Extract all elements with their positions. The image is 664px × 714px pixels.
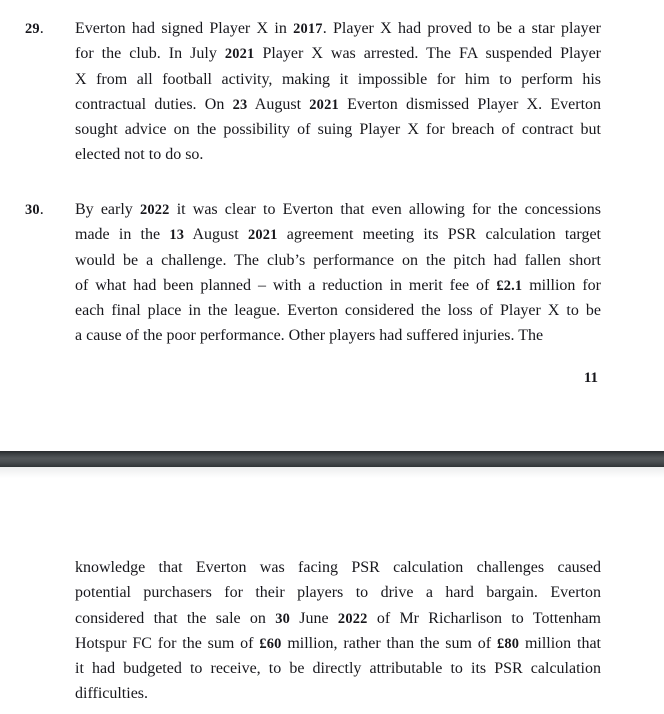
text-line: for the club. In July 2021 Player X was arrested. The FA suspended Player <box>75 45 601 63</box>
numeral: 2022 <box>337 610 368 627</box>
text-line: each final place in the league. Everton considered the loss of Player X to be <box>75 302 601 320</box>
paragraph-number: 29. <box>25 20 44 37</box>
text-line: By early 2022 it was clear to Everton that even allowing for the concessions <box>75 201 601 218</box>
numeral: 30 <box>275 610 290 627</box>
text-line: considered that the sale on 30 June 2022 of Mr Richarlison to Tottenham <box>75 609 601 627</box>
text-line: elected not to do so. <box>75 146 204 164</box>
text-line: contractual duties. On 23 August 2021 Everton dismissed Player X. Everton <box>75 95 601 113</box>
paragraph-30 <box>25 197 601 349</box>
text-line: it had budgeted to receive, to be directly attributable to its PSR calculation <box>75 660 601 678</box>
text-line: sought advice on the possibility of suing Player X for breach of contract but <box>75 121 601 139</box>
paragraph-text <box>75 555 601 707</box>
numeral: £80 <box>496 635 520 652</box>
text-line: a cause of the poor performance. Other players had suffered injuries. The <box>75 327 544 345</box>
text-line: difficulties. <box>75 685 149 703</box>
text-line: knowledge that Everton was facing PSR calculation challenges caused <box>75 559 601 576</box>
numeral: £2.1 <box>496 277 523 294</box>
numeral: 2022 <box>139 202 170 218</box>
paragraph-29 <box>25 16 601 168</box>
page-number: 11 <box>583 370 598 386</box>
document-page-12 <box>0 467 664 714</box>
numeral: 2021 <box>247 227 278 244</box>
paragraph-continued <box>25 555 601 707</box>
numeral: £60 <box>259 635 282 652</box>
numeral: 2021 <box>224 46 255 63</box>
numeral: 13 <box>169 227 185 244</box>
numeral: 23 <box>232 96 248 113</box>
paragraph-text <box>75 16 601 168</box>
text-line: potential purchasers for their players to drive a hard bargain. Everton <box>75 584 601 602</box>
text-line: of what had been planned – with a reduction in merit fee of £2.1 million for <box>75 276 601 294</box>
numeral: 30 <box>25 202 40 218</box>
numeral: 2021 <box>309 96 339 113</box>
numeral: 2017 <box>293 21 323 37</box>
paragraph-number <box>25 555 75 707</box>
numeral: 29 <box>25 21 40 37</box>
page-separator-bar <box>0 451 664 467</box>
paragraph-number: 30. <box>25 201 44 218</box>
text-line: would be a challenge. The club’s performance on the pitch had fallen short <box>75 251 601 269</box>
text-line: Everton had signed Player X in 2017. Player X had proved to be a star player <box>75 20 601 37</box>
text-line: X from all football activity, making it impossible for him to perform his <box>75 70 601 88</box>
paragraph-text <box>75 197 601 349</box>
text-line: made in the 13 August 2021 agreement meeting its PSR calculation target <box>75 226 601 244</box>
text-line: Hotspur FC for the sum of £60 million, rather than the sum of £80 million that <box>75 634 601 652</box>
